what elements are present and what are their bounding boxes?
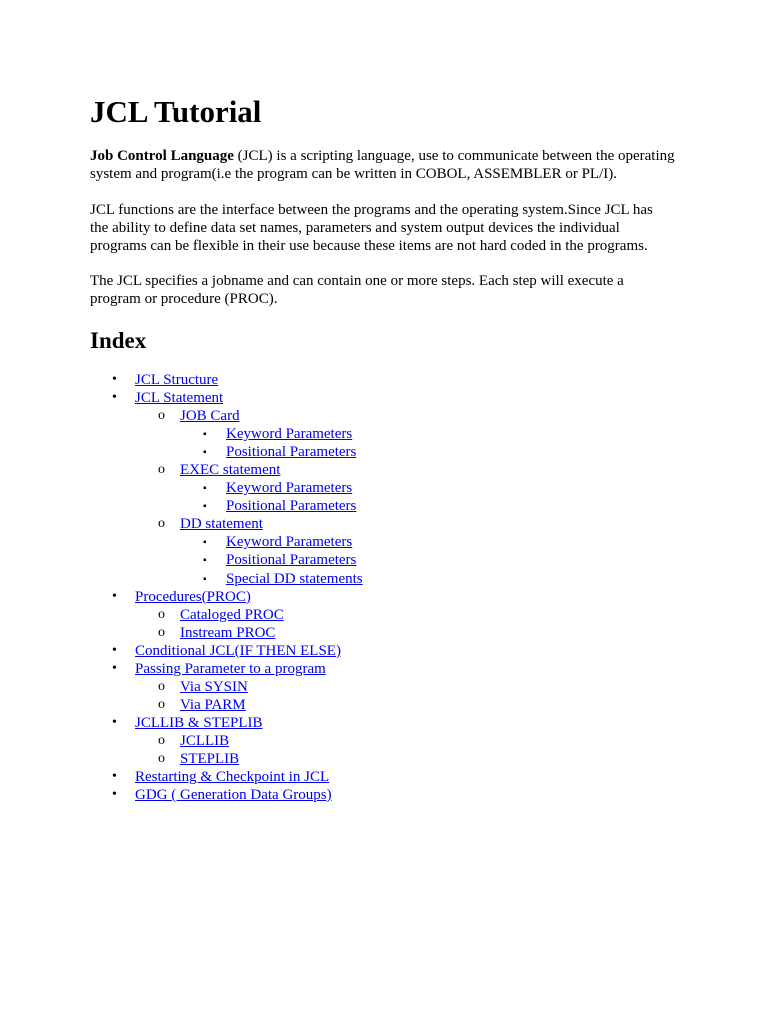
steps-line2: program or procedure (PROC).: [90, 290, 278, 307]
index-item: [0, 443, 768, 461]
index-link[interactable]: DD statement: [180, 516, 263, 533]
index-link[interactable]: Instream PROC: [180, 624, 276, 641]
index-item: [0, 624, 768, 642]
index-link[interactable]: Passing Parameter to a program: [135, 660, 326, 677]
functions-line3: programs can be flexible in their use because these items are not hard coded in the programs.: [90, 237, 648, 254]
functions-paragraph: [90, 202, 690, 255]
index-link[interactable]: Positional Parameters: [226, 498, 357, 515]
index-item: [0, 714, 768, 732]
index-link[interactable]: GDG ( Generation Data Groups): [135, 787, 332, 804]
index-item: [0, 515, 768, 533]
index-link[interactable]: JCL Structure: [135, 372, 219, 388]
index-item: [0, 750, 768, 768]
index-link[interactable]: JCLLIB & STEPLIB: [135, 714, 263, 731]
index-link[interactable]: Procedures(PROC): [135, 588, 251, 605]
index-link[interactable]: JOB Card: [180, 408, 240, 425]
index-item: [0, 642, 768, 660]
index-link[interactable]: Conditional JCL(IF THEN ELSE): [135, 642, 341, 659]
bullet-marker: •: [112, 660, 117, 676]
index-item: [0, 570, 768, 588]
bullet-marker: ▪: [203, 537, 207, 549]
functions-line1: JCL functions are the interface between the programs and the operating system.Since JCL has: [90, 202, 653, 218]
index-item: [0, 371, 768, 389]
index-item: [0, 389, 768, 407]
index-list: [0, 371, 768, 804]
bullet-marker: ▪: [203, 573, 207, 585]
index-link[interactable]: Keyword Parameters: [226, 534, 353, 551]
index-item: [0, 732, 768, 750]
bullet-marker: o: [158, 696, 165, 712]
index-link[interactable]: Via SYSIN: [180, 678, 248, 695]
bullet-marker: •: [112, 642, 117, 658]
bullet-marker: o: [158, 624, 165, 640]
intro-bold-term: Job Control Language: [90, 148, 234, 164]
index-item: [0, 768, 768, 786]
index-link[interactable]: Keyword Parameters: [226, 426, 353, 443]
index-item: [0, 425, 768, 443]
bullet-marker: ▪: [203, 501, 207, 513]
index-item: [0, 786, 768, 804]
bullet-marker: ▪: [203, 483, 207, 495]
bullet-marker: o: [158, 678, 165, 694]
index-link[interactable]: JCLLIB: [180, 732, 230, 749]
bullet-marker: o: [158, 606, 165, 622]
bullet-marker: •: [112, 787, 117, 803]
bullet-marker: o: [158, 516, 165, 532]
index-item: [0, 606, 768, 624]
bullet-marker: o: [158, 408, 165, 424]
index-link[interactable]: Cataloged PROC: [180, 606, 284, 623]
bullet-marker: •: [112, 769, 117, 785]
bullet-marker: o: [158, 750, 165, 766]
intro-paragraph: [90, 148, 690, 184]
index-link[interactable]: Restarting & Checkpoint in JCL: [135, 769, 330, 786]
page-title: JCL Tutorial: [90, 94, 262, 129]
bullet-marker: o: [158, 462, 165, 478]
index-item: [0, 588, 768, 606]
index-link[interactable]: Keyword Parameters: [226, 480, 353, 497]
index-link[interactable]: EXEC statement: [180, 462, 281, 479]
bullet-marker: •: [112, 372, 117, 387]
intro-line1-text: (JCL) is a scripting language, use to communicate between the operating: [233, 148, 675, 164]
index-item: [0, 660, 768, 678]
intro-line2-text: system and program(i.e the program can be written in COBOL, ASSEMBLER or PL/I).: [90, 165, 617, 182]
steps-line1: The JCL specifies a jobname and can contain one or more steps. Each step will execute a: [90, 273, 624, 289]
index-item: [0, 696, 768, 714]
index-item: [0, 497, 768, 515]
index-item: [0, 407, 768, 425]
index-item: [0, 461, 768, 479]
bullet-marker: ▪: [203, 429, 207, 441]
index-link[interactable]: Special DD statements: [226, 570, 363, 587]
index-item: [0, 533, 768, 551]
bullet-marker: o: [158, 732, 165, 748]
bullet-marker: ▪: [203, 555, 207, 567]
bullet-marker: ▪: [203, 447, 207, 459]
bullet-marker: •: [112, 390, 117, 406]
bullet-marker: •: [112, 714, 117, 730]
index-item: [0, 678, 768, 696]
index-link[interactable]: Via PARM: [180, 696, 246, 713]
steps-paragraph: [90, 273, 690, 309]
bullet-marker: •: [112, 588, 117, 604]
index-link[interactable]: JCL Statement: [135, 390, 224, 407]
index-item: [0, 479, 768, 497]
index-link[interactable]: Positional Parameters: [226, 552, 357, 569]
index-heading: Index: [90, 328, 147, 353]
index-item: [0, 551, 768, 569]
index-link[interactable]: Positional Parameters: [226, 444, 357, 461]
index-link[interactable]: STEPLIB: [180, 750, 240, 767]
functions-line2: the ability to define data set names, parameters and system output devices the individual: [90, 219, 620, 236]
